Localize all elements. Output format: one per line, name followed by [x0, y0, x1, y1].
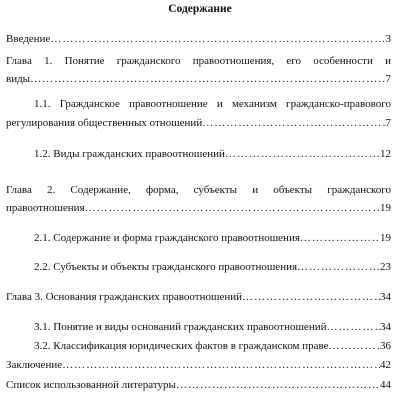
toc-entry-section-3-1	[6, 320, 391, 334]
toc-page-number: 44	[380, 379, 391, 391]
toc-entry-text-cont: регулирования общественных отношений	[6, 117, 203, 129]
toc-page-number: 19	[380, 232, 391, 244]
dot-leader	[202, 116, 385, 130]
dot-leader	[62, 358, 380, 372]
toc-page-number: 42	[380, 359, 391, 371]
toc-page-number: 12	[380, 148, 391, 160]
toc-entry-text: Глава 3. Основания гражданских правоотношений	[6, 291, 242, 303]
toc-entry-section-1-2	[6, 147, 391, 161]
dot-leader	[297, 260, 380, 274]
dot-leader	[85, 201, 380, 215]
toc-entry-conclusion	[6, 358, 391, 372]
dot-leader	[30, 72, 385, 86]
dot-leader	[176, 378, 380, 392]
dot-leader	[50, 32, 385, 46]
dot-leader	[328, 339, 380, 353]
toc-page-number: 7	[385, 73, 391, 85]
dot-leader	[300, 231, 380, 245]
toc-entry-text: 3.2. Классификация юридических фактов в гражданском праве	[34, 340, 329, 352]
dot-leader	[326, 320, 380, 334]
toc-entry-text: Список использованной литературы	[6, 379, 176, 391]
toc-entry-chapter-3	[6, 290, 391, 304]
toc-page-number: 3	[385, 33, 391, 45]
toc-entry-text-cont: виды	[6, 73, 31, 85]
toc-entry-text: Глава 2. Содержание, форма, субъекты и объекты гражданского	[6, 184, 391, 196]
toc-title: Содержание	[168, 3, 232, 15]
toc-entry-section-3-2	[6, 339, 391, 353]
toc-page-number: 19	[380, 202, 391, 214]
toc-page-number: 36	[380, 340, 391, 352]
toc-page-number: 7	[385, 117, 391, 129]
toc-entry-text: Глава 1. Понятие гражданского правоотношения, его особенности и	[6, 55, 391, 67]
toc-page-number: 34	[380, 321, 391, 333]
toc-entry-text: Заключение	[6, 359, 63, 371]
toc-entry-chapter-1	[6, 54, 391, 86]
toc-entry-section-1-1	[6, 97, 391, 130]
dot-leader	[242, 290, 380, 304]
toc-entry-text: 3.1. Понятие и виды оснований гражданских правоотношений	[34, 321, 327, 333]
toc-entry-text: 1.1. Гражданское правоотношение и механизм гражданско-правового	[34, 98, 391, 110]
toc-entry-section-2-1	[6, 231, 391, 245]
toc-entry-text: 2.2. Субъекты и объекты гражданского правоотношения	[34, 261, 298, 273]
toc-entry-intro	[6, 32, 391, 46]
toc-entry-text-cont: правоотношения	[6, 202, 85, 214]
toc-page-number: 23	[380, 261, 391, 273]
toc-entry-literature	[6, 378, 391, 392]
toc-entry-text: 1.2. Виды гражданских правоотношений	[34, 148, 225, 160]
toc-page-number: 34	[380, 291, 391, 303]
toc-entry-section-2-2	[6, 260, 391, 274]
dot-leader	[225, 147, 380, 161]
toc-entry-chapter-2	[6, 183, 391, 215]
toc-entry-text: Введение	[6, 33, 51, 45]
toc-entry-text: 2.1. Содержание и форма гражданского правоотношения	[34, 232, 300, 244]
